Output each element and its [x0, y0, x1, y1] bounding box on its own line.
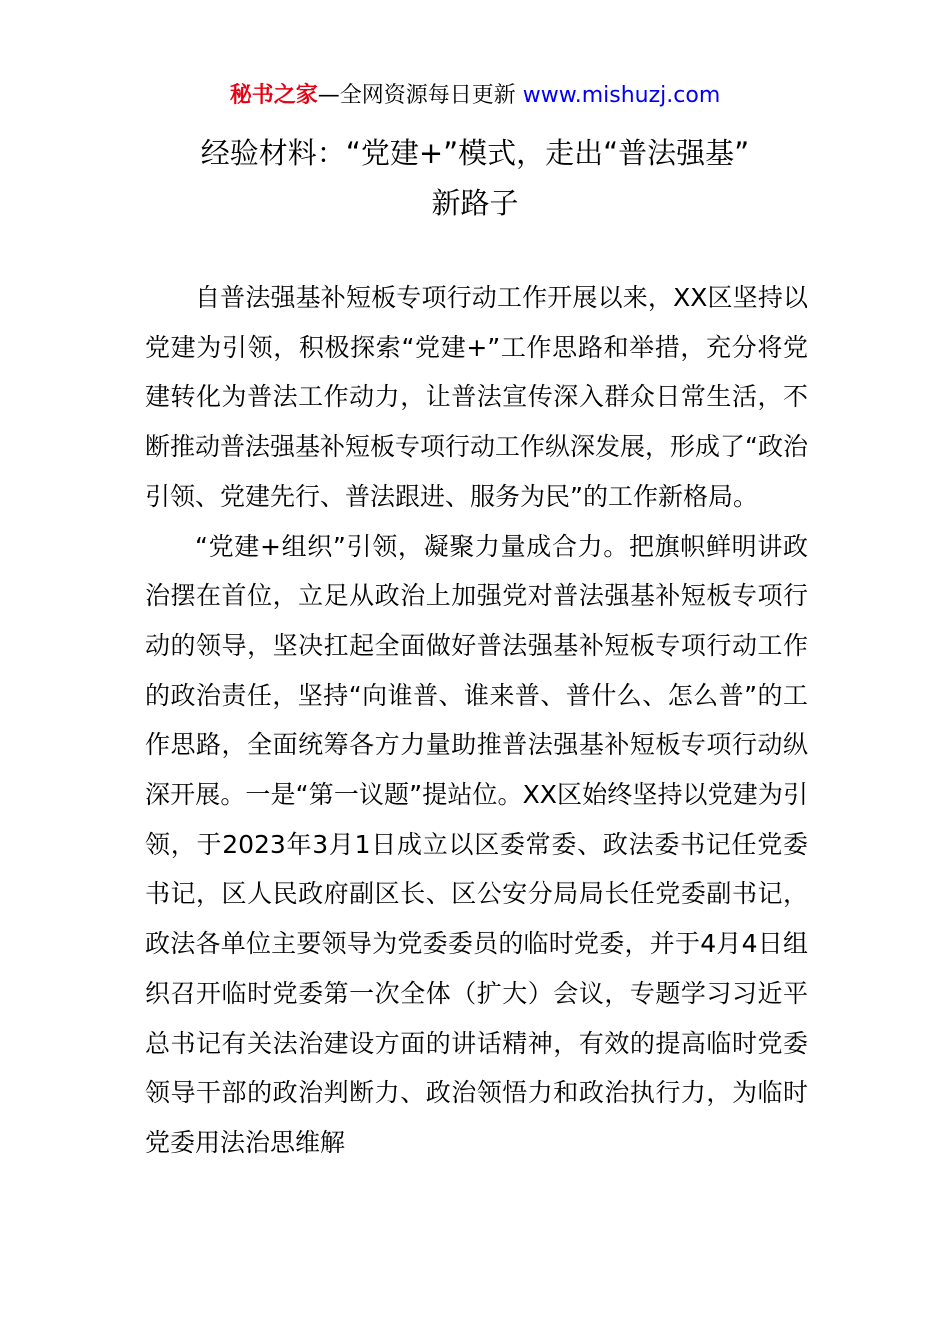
paragraph-2: “党建+组织”引领，凝聚力量成合力。把旗帜鲜明讲政治摆在首位，立足从政治上加强党对普法强基补短板专项行动的领导，坚决扛起全面做好普法强基补短板专项行动工作的政治责任，坚持“向谁普、谁来普、普什么、怎么普”的工作思路，全面统筹各方力量助推普法强基补短板专项行动纵深开展。一是“第一议题”提站位。XX区始终坚持以党建为引领，于2023年3月1日成立以区委常委、政法委书记任党委书记，区人民政府副区长、区公安分局局长任党委副书记，政法各单位主要领导为党委委员的临时党委，并于4月4日组织召开临时党委第一次全体（扩大）会议，专题学习习近平总书记有关法治建设方面的讲话精神，有效的提高临时党委领导干部的政治判断力、政治领悟力和政治执行力，为临时党委用法治思维解	[145, 531, 808, 1157]
paragraph-1: 自普法强基补短板专项行动工作开展以来，XX区坚持以党建为引领，积极探索“党建+”工作思路和举措，充分将党建转化为普法工作动力，让普法宣传深入群众日常生活，不断推动普法强基补短板专项行动工作纵深发展，形成了“政治引领、党建先行、普法跟进、服务为民”的工作新格局。	[145, 283, 808, 511]
document-title	[145, 128, 805, 228]
document-body	[145, 273, 808, 1168]
title-line-2: 新路子	[431, 186, 519, 220]
site-url-link[interactable]: www.mishuzj.com	[522, 83, 721, 108]
site-tagline: —全网资源每日更新	[317, 83, 523, 108]
title-line-1: 经验材料：“党建+”模式，走出“普法强基”	[200, 136, 750, 170]
site-header	[0, 80, 950, 112]
brand-name: 秘书之家	[229, 83, 318, 108]
